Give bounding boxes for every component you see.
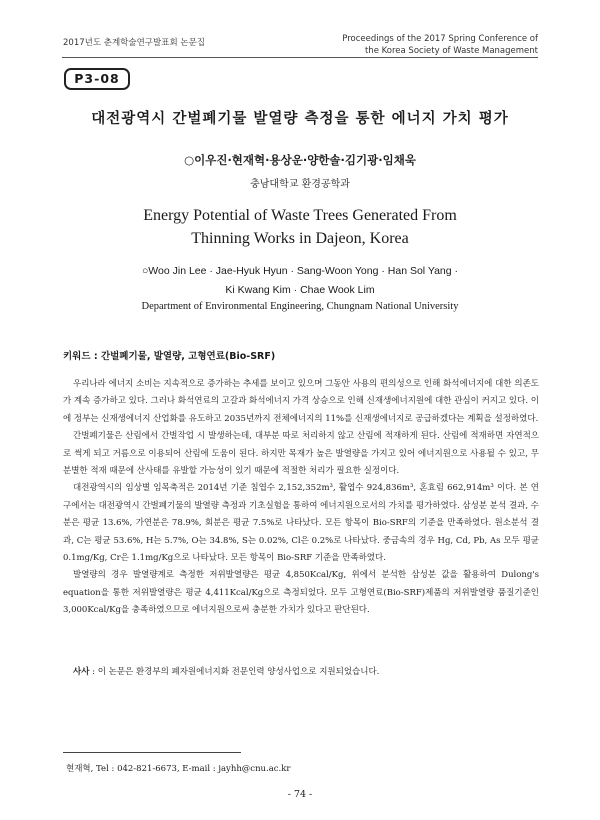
authors-english-line2: Ki Kwang Kim · Chae Wook Lim (225, 284, 375, 296)
body-text (63, 376, 539, 620)
acknowledgement-text: : 이 논문은 환경부의 폐자원에너지화 전문인력 양성사업으로 지원되었습니다. (92, 667, 380, 677)
title-english-line2: Thinning Works in Dajeon, Korea (191, 230, 409, 247)
authors-english-line1: ○Woo Jin Lee · Jae-Hyuk Hyun · Sang-Woon Yong · Han Sol Yang · (141, 265, 459, 277)
running-header-right (342, 33, 538, 57)
body-paragraph: 발열량의 경우 발열량계로 측정한 저위발열량은 평균 4,850Kcal/Kg, 위에서 분석한 삼성분 값을 활용하여 Dulong's equation을 통한 저위발열량은 평균 4,411Kcal/Kg으로 측정되었다. 모두 고형연료(Bio-SRF)제품의 저위발열량 품질기준인 3,000Kcal/Kg을 충족하였으므로 에너지원으로써 충분한 가치가 있다고 판단된다. (63, 570, 539, 616)
running-header-left: 2017년도 춘계학술연구발표회 논문집 (63, 38, 205, 48)
authors-korean: ○이우진·현재혁·용상운·양한솔·김기광·임채욱 (184, 153, 416, 167)
affiliation-korean: 충남대학교 환경공학과 (250, 179, 350, 190)
title-english (0, 204, 600, 250)
title-korean: 대전광역시 간벌폐기물 발열량 측정을 통한 에너지 가치 평가 (91, 111, 509, 127)
acknowledgement (63, 665, 539, 677)
footnote-contact: 현재혁, Tel : 042-821-6673, E-mail : jayhh@cnu.ac.kr (66, 764, 291, 774)
running-header-right-line1: Proceedings of the 2017 Spring Conference of (342, 34, 538, 44)
body-paragraph: 간벌폐기물은 산림에서 간벌작업 시 발생하는데, 대부분 따로 처리하지 않고 산림에 적재하게 된다. 산림에 적재하면 자연적으로 썩게 되고 거름으로 이용되어 산림에 도움이 된다. 하지만 목재가 높은 발열량을 가지고 있어 에너지원으로 사용될 수 있고, 무분별한 적재 때문에 산사태를 유발할 가능성이 있기 때문에 적절한 처리가 필요한 실정이다. (63, 431, 539, 477)
running-header-right-line2: the Korea Society of Waste Management (364, 46, 538, 56)
authors-english (0, 262, 600, 300)
body-paragraph: 대전광역시의 임상별 임목축적은 2014년 기준 침엽수 2,152,352m³, 활엽수 924,836m³, 혼효림 662,914m³ 이다. 본 연구에서는 대전광역시 간벌폐기물의 발열량 측정과 기초실험을 통하여 에너지원으로서의 가치를 평가하였다. 삼성분 분석 결과, 수분은 평균 13.6%, 가연분은 78.9%, 회분은 평균 7.5%로 나타났다. 모든 항목이 Bio-SRF의 기준을 만족하였다. 원소분석 결과, C는 평균 53.6%, H는 5.7%, O는 34.8%, S는 0.02%, Cl은 0.2%로 나타났다. 중금속의 경우 Hg, Cd, Pb, As 모두 평균 0.1mg/Kg, Cr은 1.1mg/Kg으로 나타났다. 모든 항목이 Bio-SRF 기준을 만족하였다. (63, 483, 539, 564)
session-badge: P3-08 (64, 68, 130, 90)
footnote-rule (63, 752, 241, 753)
page-number: - 74 - (287, 789, 313, 800)
keywords: 키워드 : 간벌폐기물, 발열량, 고형연료(Bio-SRF) (63, 351, 276, 362)
acknowledgement-label: 사사 (73, 667, 90, 677)
affiliation-english: Department of Environmental Engineering, Chungnam National University (141, 301, 459, 312)
header-rule (62, 57, 538, 58)
title-english-line1: Energy Potential of Waste Trees Generated From (143, 207, 457, 224)
body-paragraph: 우리나라 에너지 소비는 지속적으로 증가하는 추세를 보이고 있으며 그동안 사용의 편의성으로 인해 화석에너지에 대한 의존도가 계속 증가하고 있다. 그러나 화석연료의 고갈과 화석에너지 가격 상승으로 인해 신재생에너지원에 대한 관심이 커지고 있다. 이에 정부는 신재생에너지 산업화를 유도하고 2035년까지 전체에너지의 11%를 신재생에너지로 공급하겠다는 계획을 설정하였다. (63, 379, 539, 424)
